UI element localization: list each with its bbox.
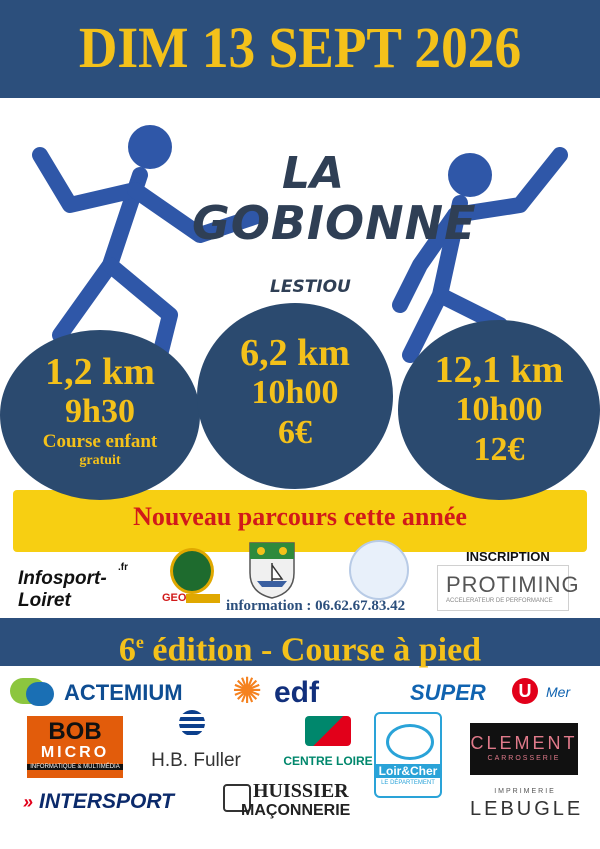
super-u-mer: Mer <box>546 684 571 700</box>
loir-et-cher-text: Loir&Cher <box>376 764 440 778</box>
intersport-logo <box>23 790 203 814</box>
super-u-icon: U <box>512 678 538 704</box>
intersport-text: INTERSPORT <box>39 790 174 813</box>
bob-micro-logo <box>27 716 123 778</box>
inscription-label: INSCRIPTION <box>466 549 550 564</box>
edition-label: édition - Course à pied <box>143 631 482 669</box>
geo-logo <box>162 546 222 608</box>
lestiou-crest-icon <box>247 541 297 599</box>
race-note-free: gratuit <box>79 453 121 468</box>
loir-et-cher-athletisme-logo <box>349 540 409 600</box>
info-phone: information : 06.62.67.83.42 <box>226 598 406 614</box>
edf-star-icon: ✺ <box>232 670 263 711</box>
loir-et-cher-logo <box>374 712 442 798</box>
geo-text: GEO <box>162 592 187 604</box>
huissier-subtext: MAÇONNERIE <box>241 802 351 819</box>
edition-text <box>0 618 600 669</box>
event-location: LESTIOU <box>270 277 351 297</box>
lebugle-subtext: IMPRIMERIE <box>494 788 556 795</box>
loir-et-cher-bird-icon <box>386 724 434 760</box>
clement-logo <box>470 723 578 775</box>
ca-text: CENTRE LOIRE <box>283 754 373 768</box>
bob-subtext: INFORMATIQUE & MULTIMÉDIA <box>27 764 123 770</box>
edition-number: 6 <box>118 631 136 669</box>
lebugle-text: LEBUGLE <box>470 798 584 820</box>
bob-micro-text: MICRO <box>40 744 110 761</box>
race-time: 9h30 <box>65 393 135 430</box>
edition-sup: e <box>135 632 144 652</box>
geo-bar <box>186 594 220 603</box>
race-circle-3 <box>398 320 600 500</box>
hb-fuller-logo <box>141 710 251 776</box>
news-banner-text: Nouveau parcours cette année <box>133 502 467 531</box>
race-distance: 12,1 km <box>434 349 564 391</box>
credit-agricole-logo <box>283 716 373 776</box>
intersport-mark-icon: » <box>23 792 34 812</box>
loir-et-cher-subtext: LE DÉPARTEMENT <box>381 780 435 786</box>
edf-text: edf <box>274 676 319 709</box>
race-price: 12€ <box>473 431 525 468</box>
race-circle-2 <box>197 303 393 489</box>
huissier-logo <box>223 778 363 822</box>
huissier-text: HUISSIER <box>253 780 349 802</box>
clement-subtext: CARROSSERIE <box>487 755 561 762</box>
event-title-name: GOBIONNE <box>192 196 477 250</box>
protiming-subtext: ACCELERATEUR DE PERFORMANCE <box>446 598 553 604</box>
bob-text: BOB <box>48 718 102 745</box>
race-circle-1 <box>0 330 200 500</box>
race-time: 10h00 <box>455 391 543 428</box>
actemium-mark-blue <box>26 682 54 706</box>
hb-fuller-mark-icon <box>179 710 205 736</box>
microphone-icon <box>170 548 214 594</box>
event-date: DIM 13 SEPT 2026 <box>78 15 522 80</box>
actemium-text: ACTEMIUM <box>64 680 183 705</box>
ca-mark-icon <box>305 716 351 746</box>
hb-fuller-text: H.B. Fuller <box>151 750 241 771</box>
race-distance: 1,2 km <box>45 351 155 393</box>
protiming-text: PROTIMING <box>446 572 580 597</box>
race-note: Course enfant <box>42 431 158 452</box>
event-title-la: LA <box>282 148 345 199</box>
protiming-logo <box>437 565 580 611</box>
infosport-logo <box>18 562 136 611</box>
infosport-text: Infosport-Loiret <box>18 568 107 611</box>
super-u-logo <box>410 678 585 712</box>
race-time: 10h00 <box>251 374 339 411</box>
lebugle-logo <box>470 788 584 824</box>
race-price: 6€ <box>278 414 312 451</box>
clement-text: CLEMENT <box>470 733 578 753</box>
actemium-logo <box>10 674 190 710</box>
infosport-fr: .fr <box>118 562 128 573</box>
super-u-text: SUPER <box>410 680 486 705</box>
race-distance: 6,2 km <box>240 332 350 374</box>
